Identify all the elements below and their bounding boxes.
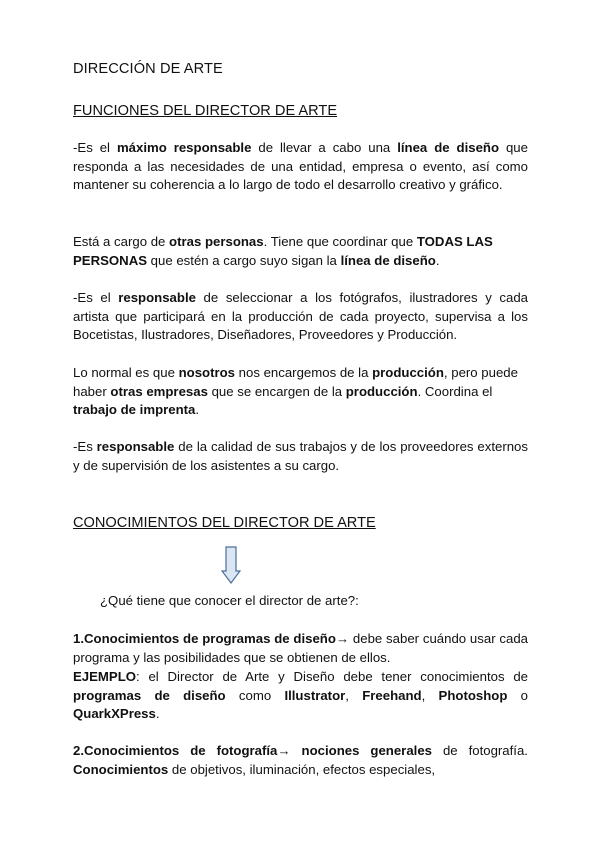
section-heading-funciones: FUNCIONES DEL DIRECTOR DE ARTE	[73, 103, 338, 119]
paragraph-calidad-trabajos: -Es responsable de la calidad de sus trabajos y de los proveedores externos y de supervisión de los asistentes a su cargo.	[73, 439, 528, 473]
down-arrow-icon	[221, 546, 241, 584]
paragraph-conocimientos-fotografia: 2.Conocimientos de fotografía→ nociones generales de fotografía. Conocimientos de objetivos, iluminación, efectos especiales,	[73, 743, 528, 777]
paragraph-maximo-responsable: -Es el máximo responsable de llevar a cabo una línea de diseño que responda a las necesidades de una entidad, empresa o evento, así como mantener su coherencia a lo largo de todo el desarrollo creativo y gráfico.	[73, 140, 528, 193]
paragraph-otras-personas: Está a cargo de otras personas. Tiene que coordinar que TODAS LAS PERSONAS que estén a cargo suyo sigan la línea de diseño.	[73, 234, 493, 268]
paragraph-ejemplo: EJEMPLO: el Director de Arte y Diseño debe tener conocimientos de programas de diseño como Illustrator, Freehand, Photoshop o QuarkXPress.	[73, 669, 529, 722]
paragraph-seleccionar-fotografos: -Es el responsable de seleccionar a los fotógrafos, ilustradores y cada artista que participará en la producción de cada proyecto, supervisa a los Bocetistas, Ilustradores, Diseñadores, Proveedores y Producción.	[73, 290, 528, 343]
question-text: ¿Qué tiene que conocer el director de arte?:	[100, 593, 359, 608]
paragraph-conocimientos-programas: 1.Conocimientos de programas de diseño→ debe saber cuándo usar cada programa y las posibilidades que se obtienen de ellos.	[73, 631, 528, 665]
document-title: DIRECCIÓN DE ARTE	[73, 61, 223, 77]
paragraph-produccion: Lo normal es que nosotros nos encargemos de la producción, pero puede haber otras empresas que se encargen de la producción. Coordina el trabajo de imprenta.	[73, 365, 518, 418]
section-heading-conocimientos: CONOCIMIENTOS DEL DIRECTOR DE ARTE	[73, 515, 376, 531]
